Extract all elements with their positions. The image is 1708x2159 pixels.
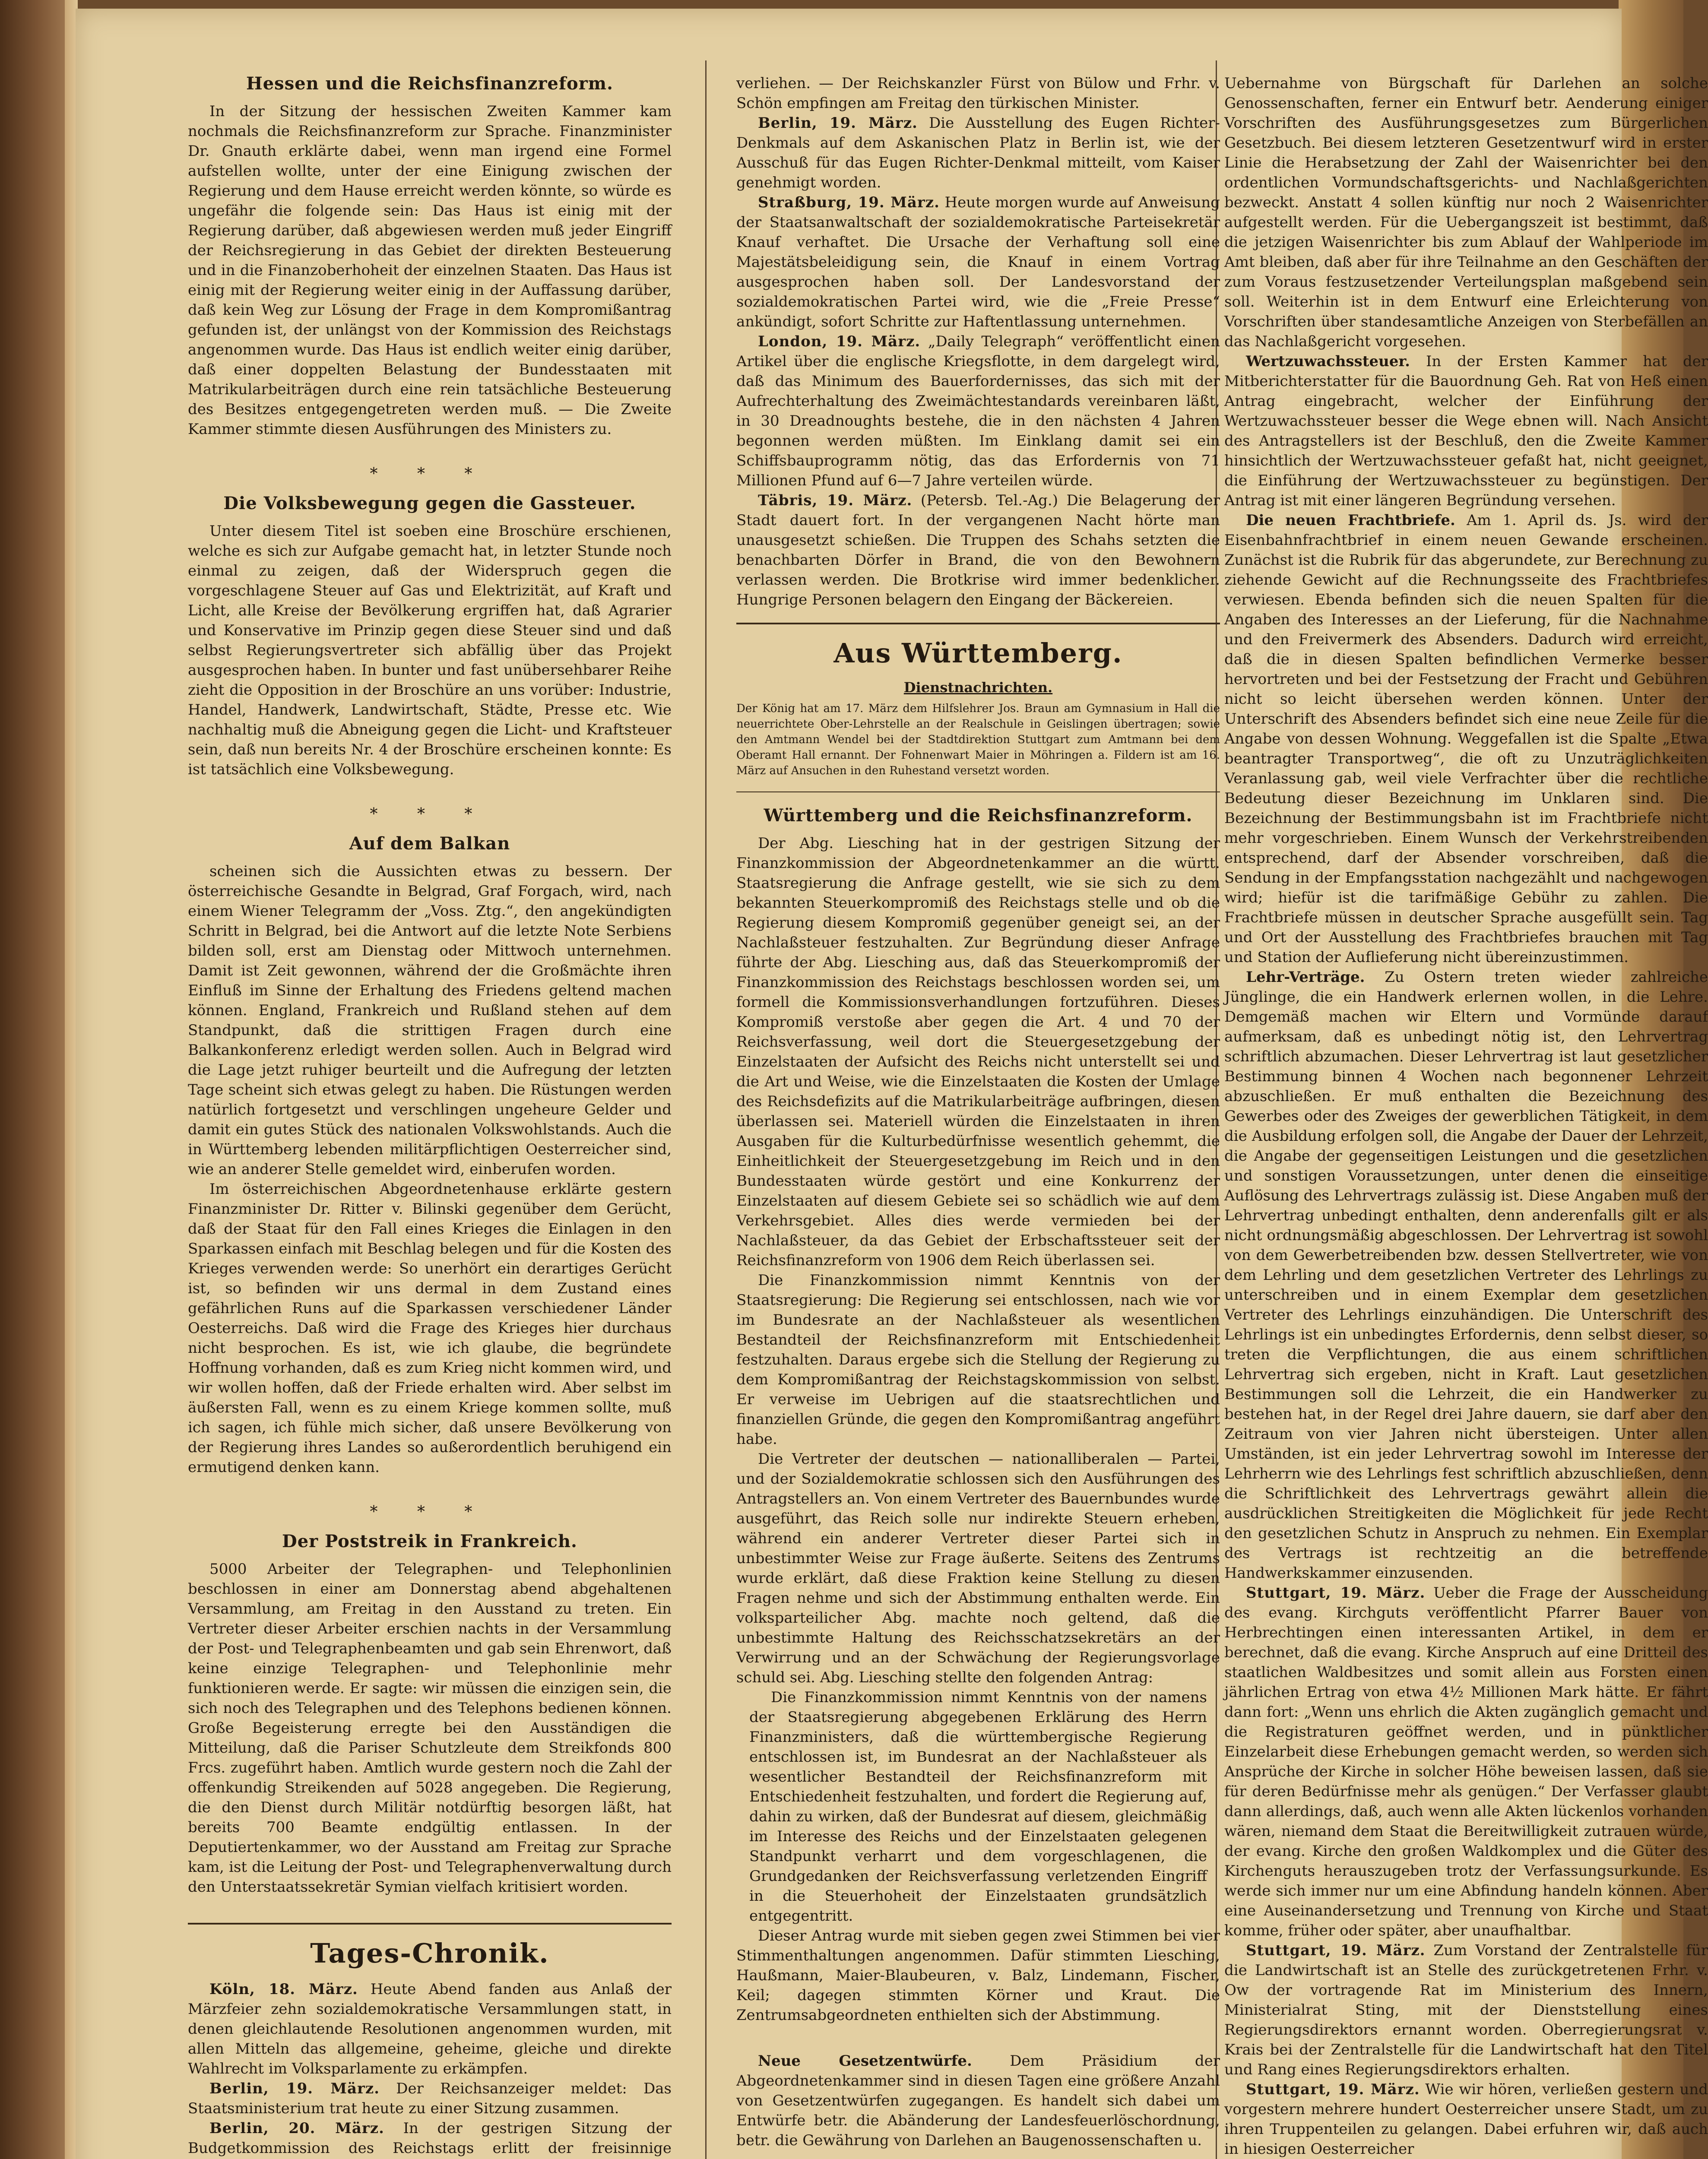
article-text: In der Sitzung der hessischen Zweiten Kammer kam nochmals die Reichsfinanzreform zur Sprache. Finanzminister Dr. Gnauth erklärte dabei, wenn man irgend eine Formel aufstellen wollte, unter der eine Einigung zwischen der Regierung und dem Hause erreicht werden könnte, so würde es ungefähr die folgende sein: Das Haus ist einig mit der Regierung darüber, daß abgewiesen werden muß jeder Eingriff der Reichsregierung in das Gebiet der direkten Besteuerung und in die Finanzoberhoheit der einzelnen Staaten. Das Haus ist einig mit der Regierung weiter einig in der Auffassung darüber, daß kein Weg zur Lösung der Frage in dem Kompromißantrag gefunden ist, der unlängst von der Kommission des Reichstags angenommen wurde. Das Haus ist endlich weiter einig darüber, daß einer doppelten Belastung der Bundesstaaten mit Matrikularbeiträgen durch eine rein tatsächliche Besteuerung des Besitzes entgegengetreten werden muß. — Die Zweite Kammer stimmte diesen Ausführungen des Ministers zu.	[188, 103, 672, 438]
dateline: Stuttgart, 19. März.	[1246, 1942, 1426, 1959]
section-rule	[736, 623, 1220, 624]
article-text: Dieser Antrag wurde mit sieben gegen zwei Stimmen bei vier Stimmenthaltungen angenommen. Dafür stimmten Liesching, Haußmann, Maier-Blaubeuren, v. Balz, Lindemann, Fischer, Keil; dagegen stimmten Körner und Kraut. Die Zentrumsabgeordneten enthielten sich der Abstimmung.	[736, 1927, 1220, 2024]
section-title: Aus Württemberg.	[833, 637, 1123, 669]
column-1	[188, 73, 672, 2159]
article-title: Auf dem Balkan	[349, 833, 510, 854]
news-item	[188, 2079, 672, 2118]
news-text: Heute morgen wurde auf Anweisung der Staatsanwaltschaft der sozialdemokratische Parteisekretär Knauf verhaftet. Die Ursache der Verhaftung soll eine Majestätsbeleidigung sein, die Knauf in einem Vortrag ausgesprochen haben soll. Der Landesvorstand der sozialdemokratischen Partei wird, wie die „Freie Presse“ ankündigt, sofort Schritte zur Haftentlassung unternehmen.	[736, 194, 1220, 330]
divider	[736, 791, 1220, 792]
news-item	[736, 2051, 1220, 2150]
article-poststreik	[188, 1531, 672, 1897]
news-text: In der Ersten Kammer hat der Mitberichterstatter für die Bauordnung Geh. Rat von Heß einen Antrag eingebracht, welcher der Einführung der Wertzuwachssteuer besser die Wege ebnen will. Nach Ansicht des Antragstellers ist der Beschluß, den die Zweite Kammer hinsichtlich der Wertzuwachssteuer gefaßt hat, nicht geeignet, die Einführung der Wertzuwachssteuer zu begünstigen. Der Antrag ist mit einer längeren Begründung versehen.	[1224, 353, 1708, 509]
news-text: Heute Abend fanden aus Anlaß der Märzfeier zehn sozialdemokratische Versammlungen statt, in denen gleichlautende Resolutionen angenommen wurden, mit allen Mitteln das allgemeine, geheime, gleiche und direkte Wahlrecht im Volksparlamente zu erkämpfen.	[188, 1981, 672, 2077]
article-title: Hessen und die Reichsfinanzreform.	[246, 73, 614, 94]
continued-text: verliehen. — Der Reichskanzler Fürst von Bülow und Frhr. v. Schön empfingen am Freitag den türkischen Minister.	[736, 75, 1220, 112]
news-item	[1224, 1583, 1708, 1941]
article-balkan	[188, 833, 672, 1477]
article-gassteuer	[188, 493, 672, 779]
article-text: Unter diesem Titel ist soeben eine Broschüre erschienen, welche es sich zur Aufgabe gemacht hat, in letzter Stunde noch einmal zu zeigen, daß der Widerspruch gegen die vorgeschlagene Steuer auf Gas und Elektrizität, auf Kraft und Licht, alle Kreise der Bevölkerung ergriffen hat, daß Agrarier und Konservative im Prinzip gegen diese Steuer sind und daß selbst Regierungsvertreter sich abfällig über das Projekt ausgesprochen haben. In bunter und fast unübersehbarer Reihe zieht die Opposition in der Broschüre an uns vorüber: Industrie, Handel, Handwerk, Landwirtschaft, Städte, Presse etc. Wie nachhaltig muß die Abneigung gegen die Licht- und Kraftsteuer sein, daß nun bereits Nr. 4 der Broschüre erscheinen konnte: Es ist tatsächlich eine Volksbewegung.	[188, 522, 672, 778]
news-item	[736, 113, 1220, 193]
dateline: Täbris, 19. März.	[758, 492, 913, 509]
news-item	[1224, 2080, 1708, 2159]
news-text: In der gestrigen Sitzung der Budgetkommission des Reichstags erlitt der freisinnige	[188, 2120, 672, 2157]
article-title: Württemberg und die Reichsfinanzreform.	[764, 805, 1193, 826]
section-title: Tages-Chronik.	[310, 1937, 549, 1969]
news-item	[1224, 1941, 1708, 2080]
dateline: Berlin, 19. März.	[209, 2080, 380, 2097]
article-text: Im österreichischen Abgeordnetenhause erklärte gestern Finanzminister Dr. Ritter v. Bilinski gegenüber dem Gerücht, daß der Staat für den Fall eines Krieges die Einlagen in den Sparkassen einfach mit Beschlag belegen und für die Kosten des Krieges verwenden werde: So unerhört ein derartiges Gerücht ist, so befinden wir uns dermal in dem Zustand eines gefährlichen Runs auf die Sparkassen verschiedener Länder Oesterreichs. Daß wird die Frage des Krieges hier durchaus nicht besprochen. Es ist, wie ich glaube, die begründete Hoffnung vorhanden, daß es zum Krieg nicht kommen wird, und wir wollen hoffen, daß der Friede erhalten wird. Aber selbst im äußersten Fall, wenn es zu einem Kriege kommen sollte, muß ich sagen, ich fühle mich sicher, daß unsere Bevölkerung von der Regierung ihres Landes so außerordentlich beruhigend ein ermutigend denken kann.	[188, 1181, 672, 1476]
news-text: „Daily Telegraph“ veröffentlicht einen Artikel über die englische Kriegsflotte, in dem dargelegt wird, daß das Minimum des Bauerfordernisses, das sich mit der Aufrechterhaltung des Zweimächtestandards vereinbaren läßt, in 30 Dreadnoughts bestehe, die in den nächsten 4 Jahren begonnen werden müßten. Im Einklang damit sei ein Schiffsbauprogramm nötig, das das Erfordernis von 71 Millionen Pfund auf 6—7 Jahre verteilen würde.	[736, 333, 1220, 489]
dienst-text: Der König hat am 17. März dem Hilfslehrer Jos. Braun am Gymnasium in Hall die neuerrichtete Ober-Lehrstelle an der Realschule in Geislingen übertragen; sowie den Amtmann Wendel bei der Stadtdirektion Stuttgart zum Amtmann bei dem Oberamt Hall ernannt. Der Fohnenwart Maier in Möhringen a. Fildern ist am 16. März auf Ansuchen in den Ruhestand versetzt worden.	[736, 702, 1220, 777]
dateline: Stuttgart, 19. März.	[1246, 1584, 1426, 1602]
article-title: Die Volksbewegung gegen die Gassteuer.	[223, 493, 636, 513]
quoted-motion: Die Finanzkommission nimmt Kenntnis von der namens der Staatsregierung abgegebenen Erklärung des Herrn Finanzministers, daß die württembergische Regierung entschlossen ist, im Bundesrat an der Nachlaßsteuer als wesentlicher Bestandteil der Reichsfinanzreform mit Entschiedenheit festzuhalten, und fordert die Regierung auf, dahin zu wirken, daß der Bundesrat auf diesem, gleichmäßig im Interesse des Reichs und der Einzelstaaten gelegenen Standpunkt verharrt und dem vorgeschlagenen, die Grundgedanken der Reichsverfassung verletzenden Eingriff in die Steuerhoheit der Einzelstaaten grundsätzlich entgegentritt.	[749, 1689, 1207, 1925]
inline-title: Wertzuwachssteuer.	[1246, 353, 1410, 370]
article-text: Die Vertreter der deutschen — nationalliberalen — Partei, und der Sozialdemokratie schlossen sich den Ausführungen des Antragstellers an. Von einem Vertreter des Bauernbundes wurde ausgeführt, das Reich solle nur indirekte Steuern erheben, während ein anderer Vertreter dieser Partei sich in unbestimmter Weise zur Frage äußerte. Seitens des Zentrums wurde erklärt, daß diese Fraktion keine Stellung zu diesen Fragen nehme und sich der Abstimmung enthalten werde. Ein volksparteilicher Abg. machte noch geltend, daß die unbestimmte Haltung des Reichsschatzsekretärs an der Verwirrung und an der Schwächung der Regierungsvorlage schuld sei. Abg. Liesching stellte den folgenden Antrag:	[736, 1450, 1220, 1686]
column-3	[1224, 73, 1708, 2159]
news-item	[736, 491, 1220, 610]
news-text: Am 1. April ds. Js. wird der Eisenbahnfrachtbrief in einem neuen Gewande erscheinen. Zunächst ist die Rubrik für das abgerundete, zur Berechnung zu ziehende Gewicht auf die Rechnungsseite des Frachtbriefes verwiesen. Ebenda befinden sich die neuen Spalten für die Angaben des Interesses an der Lieferung, für die Nachnahme und den Freivermerk des Absenders. Dadurch wird erreicht, daß die in diesen Spalten befindlichen Vermerke besser hervortreten und bei der Festsetzung der Fracht und Gebühren nicht so leicht übersehen werden können. Unter der Unterschrift des Absenders befindet sich eine neue Zeile für die Angabe von dessen Wohnung. Weggefallen ist die Spalte „Etwa beantragter Transportweg“, die oft zu Unzuträglichkeiten Veranlassung gab, weil viele Verfrachter über die rechtliche Bedeutung dieser Bezeichnung im Unklaren sind. Die Bezeichnung der Bestimmungsbahn ist im Frachtbriefe nicht mehr vorgeschrieben. Einem Wunsch der Verkehrstreibenden entsprechend, darf der Absender vorschreiben, daß die Sendung in der Empfangsstation nachgezählt und nachgewogen wird; hiefür ist die tarifmäßige Gebühr zu zahlen. Die Frachtbriefe müssen in deutscher Sprache ausgefüllt sein. Tag und Ort der Ausstellung des Frachtbriefes brauchen mit Tag und Station der Auflieferung nicht übereinzustimmen.	[1224, 512, 1708, 966]
column-rule	[705, 60, 707, 2159]
column-2	[736, 73, 1220, 2150]
news-text: Wie wir hören, verließen gestern und vorgestern mehrere hundert Oesterreicher unsere Stadt, um zu ihren Truppenteilen zu gelangen. Dabei erfuhren wir, daß auch in hiesigen Oesterreicher	[1224, 2081, 1708, 2158]
news-item	[736, 332, 1220, 491]
news-item	[188, 2118, 672, 2159]
news-text: Ueber die Frage der Ausscheidung des evang. Kirchguts veröffentlicht Pfarrer Bauer von Herbrechtingen einen interessanten Artikel, in dem er berechnet, daß die evang. Kirche Anspruch auf eine Dritteil des staatlichen Waldbesitzes und somit allein aus Forsten einen jährlichen Ertrag von etwa 4½ Millionen Mark hätte. Er fährt dann fort: „Wenn uns ehrlich die Akten zugänglich gemacht und die Registraturen geöffnet werden, und in pünktlicher Einzelarbeit diese Erhebungen gemacht werden, so werden sich Ansprüche der Kirche in solcher Höhe beweisen lassen, daß sie für deren Bedürfnisse mehr als genügen.“ Der Verfasser glaubt dann allerdings, daß, auch wenn alle Akten lückenlos vorhanden wären, niemand dem Staat die Bereitwilligkeit zutrauen würde, der evang. Kirche den großen Waldkomplex und die Güter des Kirchenguts herauszugeben trotz der Verfassungsurkunde. Es werde sich immer nur um eine Abfindung handeln können. Aber eine Auseinandersetzung und Trennung von Kirche und Staat komme, früher oder später, aber unaufhaltbar.	[1224, 1584, 1708, 1939]
article-text: scheinen sich die Aussichten etwas zu bessern. Der österreichische Gesandte in Belgrad, Graf Forgach, wird, nach einem Wiener Telegramm der „Voss. Ztg.“, den angekündigten Schritt in Belgrad, bei die Antwort auf die letzte Note Serbiens bilden soll, erst am Dienstag oder Mittwoch unternehmen. Damit ist Zeit gewonnen, während der die Großmächte ihren Einfluß im Sinne der Erhaltung des Friedens geltend machen können. England, Frankreich und Rußland stehen auf dem Standpunkt, daß die strittigen Fragen durch eine Balkankonferenz erledigt werden sollen. Auch in Belgrad wird die Lage jetzt ruhiger beurteilt und die Aufregung der letzten Tage scheint sich etwas gelegt zu haben. Die Rüstungen werden natürlich fortgesetzt und verschlingen ungeheure Gelder und damit ein gutes Stück des nationalen Volkswohlstands. Auch die in Württemberg lebenden militärpflichtigen Oesterreicher sind, wie an anderer Stelle gemeldet wird, einberufen worden.	[188, 863, 672, 1178]
news-text: Dem Präsidium der Abgeordnetenkammer sind in diesen Tagen eine größere Anzahl von Gesetzentwürfen zugegangen. Es handelt sich dabei um Entwürfe betr. die Abänderung der Landesfeuerlöschordnung, betr. die Gewährung von Darlehen an Baugenossenschaften u.	[736, 2052, 1220, 2149]
article-wuerttemberg-reichsfinanzreform	[736, 805, 1220, 2025]
dateline: Straßburg, 19. März.	[758, 194, 940, 211]
news-text: Zu Ostern treten wieder zahlreiche Jünglinge, die ein Handwerk erlernen wollen, in die Lehre. Demgemäß machen wir Eltern und Vormünde darauf aufmerksam, daß es unbedingt nötig ist, den Lehrvertrag schriftlich abzumachen. Dieser Lehrvertrag ist laut gesetzlicher Bestimmung binnen 4 Wochen nach begonnener Lehrzeit abzuschließen. Er muß enthalten die Bezeichnung des Gewerbes oder des Zweiges der gewerblichen Tätigkeit, in dem die Ausbildung erfolgen soll, die Angabe der Dauer der Lehrzeit, die Angabe der gegenseitigen Leistungen und die gesetzlichen und sonstigen Voraussetzungen, unter denen die einseitige Auflösung des Lehrvertrags zulässig ist. Diese Angaben muß der Lehrvertrag unbedingt enthalten, denn anderenfalls gilt er als nicht ordnungsmäßig abgeschlossen. Der Lehrvertrag ist sowohl von dem Gewerbetreibenden bzw. dessen Stellvertreter, wie von dem Lehrling und dem gesetzlichen Vertreter des Lehrlings zu unterschreiben und in einem Exemplar dem gesetzlichen Vertreter des Lehrlings einzuhändigen. Die Unterschrift des Lehrlings ist ein unbedingtes Erfordernis, denn selbst dieser, so treten die Verpflichtungen, die aus einem schriftlichen Lehrvertrag sich ergeben, nicht in Kraft. Laut gesetzlichen Bestimmungen soll die Lehrzeit, die ein Handwerker zu bestehen hat, in der Regel drei Jahre dauern, sie darf aber den Zeitraum von vier Jahren nicht übersteigen. Unter allen Umständen, ist ein jeder Lehrvertrag sowohl im Interesse der Lehrherrn wie des Lehrlings fest schriftlich abzuschließen, denn die Schriftlichkeit des Lehrvertrags gewährt allein die ausdrücklichen Streitigkeiten die Möglichkeit für jede Recht den gesetzlichen Schutz in Anspruch zu nehmen. Ein Exemplar des Vertrags ist rechtzeitig an die betreffende Handwerkskammer einzusenden.	[1224, 969, 1708, 1582]
news-item	[1224, 351, 1708, 510]
dateline: Berlin, 20. März.	[209, 2120, 384, 2137]
news-item	[1224, 967, 1708, 1583]
continued-text: Uebernahme von Bürgschaft für Darlehen an solche Genossenschaften, ferner ein Entwurf betr. Aenderung einiger Vorschriften des Ausführungsgesetzes zum Bürgerlichen Gesetzbuch. Bei diesem letzteren Gesetzentwurf wird in erster Linie die Herabsetzung der Zahl der Waisenrichter bei den ordentlichen Vormundschaftsgerichts- und Nachlaßgerichten bezweckt. Anstatt 4 sollen künftig nur noch 2 Waisenrichter aufgestellt werden. Für die Uebergangszeit ist bestimmt, daß die jetzigen Waisenrichter bis zum Ablauf der Wahlperiode im Amt bleiben, daß aber für ihre Teilnahme an den Geschäften der zum Voraus festzusetzender Verteilungsplan maßgebend sein soll. Weiterhin ist in dem Entwurf eine Erleichterung von Vorschriften über standesamtliche Anzeigen von Sterbefällen an das Nachlaßgericht vorgesehen.	[1224, 75, 1708, 350]
news-text: Der Reichsanzeiger meldet: Das Staatsministerium trat heute zu einer Sitzung zusammen.	[188, 2080, 672, 2117]
separator-stars: * * *	[370, 465, 490, 483]
article-text: Der Abg. Liesching hat in der gestrigen Sitzung der Finanzkommission der Abgeordnetenkammer an die württ. Staatsregierung die Anfrage gestellt, wie sie sich zu dem bekannten Steuerkompromiß des Reichstags stelle und ob die Regierung diesem Kompromiß gegenüber geneigt sei, an der Nachlaßsteuer festzuhalten. Zur Begründung dieser Anfrage führte der Abg. Liesching aus, daß das Steuerkompromiß der Finanzkommission des Reichstags beschlossen worden sei, um formell die Kommissionsverhandlungen fortzuführen. Dieses Kompromiß verstoße aber gegen die Art. 4 und 70 der Reichsverfassung, weil dort die Steuergesetzgebung der Einzelstaaten der Aufsicht des Reichs nicht unterstellt sei und die Art und Weise, wie die Einzelstaaten die Kosten der Umlage des Reichsdefizits auf die Matrikularbeiträge aufbringen, diesen überlassen sei. Materiell würden die Einzelstaaten in ihren Ausgaben für die Kulturbedürfnisse wesentlich gehemmt, die Einheitlichkeit der Steuergesetzgebung im Reich und in den Bundesstaaten würde gestört und eine Konkurrenz der Einzelstaaten auf diesem Gebiete sei so schädlich wie auf dem Verkehrsgebiet. Alles dies werde vermieden bei der Nachlaßsteuer, da das Gebiet der Erbschaftssteuer seit der Reichsfinanzreform von 1906 dem Reich überlassen sei.	[736, 835, 1220, 1269]
inline-title: Die neuen Frachtbriefe.	[1246, 512, 1455, 529]
news-text: Die Ausstellung des Eugen Richter-Denkmals auf dem Askanischen Platz in Berlin ist, wie der Ausschuß für das Eugen Richter-Denkmal mitteilt, vom Kaiser genehmigt worden.	[736, 114, 1220, 191]
tages-chronik	[188, 1937, 672, 2159]
news-text: (Petersb. Tel.-Ag.) Die Belagerung der Stadt dauert fort. In der vergangenen Nacht hörte man unausgesetzt schießen. Die Truppen des Schahs setzten die benachbarten Dörfer in Brand, die von den Bewohnern verlassen werden. Die Brotkrise wird immer bedenklicher. Hungrige Personen belagern den Eingang der Bäckereien.	[736, 492, 1220, 608]
news-text: Zum Vorstand der Zentralstelle für die Landwirtschaft ist an Stelle des zurückgetretenen Frhr. v. Ow der vortragende Rat im Ministerium des Innern, Ministerialrat Sting, mit der Dienststellung eines Regierungsdirektors ernannt worden. Oberregierungsrat v. Krais bei der Zentralstelle für die Landwirtschaft hat den Titel und Rang eines Regierungsdirektors erhalten.	[1224, 1942, 1708, 2078]
subsection-title: Dienstnachrichten.	[903, 679, 1053, 696]
inline-title: Lehr-Verträge.	[1246, 969, 1365, 986]
dateline: Stuttgart, 19. März.	[1246, 2081, 1420, 2098]
book-binding	[0, 0, 69, 2159]
separator-stars: * * *	[370, 805, 490, 823]
separator-stars: * * *	[370, 1503, 490, 1521]
dateline: Berlin, 19. März.	[758, 114, 918, 132]
inline-title: Neue Gesetzentwürfe.	[758, 2052, 972, 2070]
news-item	[1224, 510, 1708, 967]
dateline: London, 19. März.	[758, 333, 921, 350]
news-item	[188, 1979, 672, 2079]
article-hessen	[188, 73, 672, 439]
news-item	[736, 193, 1220, 332]
section-rule	[188, 1923, 672, 1925]
article-title: Der Poststreik in Frankreich.	[282, 1531, 577, 1551]
dateline: Köln, 18. März.	[209, 1981, 358, 1998]
article-text: Die Finanzkommission nimmt Kenntnis von der Staatsregierung: Die Regierung sei entschlossen, nach wie vor im Bundesrate an der Nachlaßsteuer als wesentlichen Bestandteil der Reichsfinanzreform mit Entschiedenheit festzuhalten. Daraus ergebe sich die Stellung der Regierung zu dem Kompromißantrag der Reichstagskommission von selbst. Er verweise im Uebrigen auf die staatsrechtlichen und finanziellen Gründe, die gegen den Kompromißantrag angeführt habe.	[736, 1272, 1220, 1448]
newspaper-page	[76, 9, 1708, 2159]
article-text: 5000 Arbeiter der Telegraphen- und Telephonlinien beschlossen in einer am Donnerstag abend abgehaltenen Versammlung, am Freitag in den Ausstand zu treten. Ein Vertreter dieser Arbeiter erschien nachts in der Versammlung der Post- und Telegraphenbeamten und gab sein Ehrenwort, daß keine einzige Telegraphen- und Telephonlinie mehr funktionieren werde. Er sagte: wir müssen die einzigen sein, die sich noch des Telegraphen und des Telephons bedienen können. Große Begeisterung erregte bei den Ausständigen die Mitteilung, daß die Pariser Schutzleute dem Streikfonds 800 Frcs. zugeführt haben. Amtlich wurde gestern noch die Zahl der offenkundig Streikenden auf 5028 angegeben. Die Regierung, die den Dienst durch Militär notdürftig besorgen läßt, hat bereits 700 Beamte endgültig entlassen. In der Deputiertenkammer, wo der Ausstand am Freitag zur Sprache kam, ist die Leitung der Post- und Telegraphenverwaltung durch den Unterstaatssekretär Symian vielfach kritisiert worden.	[188, 1561, 672, 1896]
